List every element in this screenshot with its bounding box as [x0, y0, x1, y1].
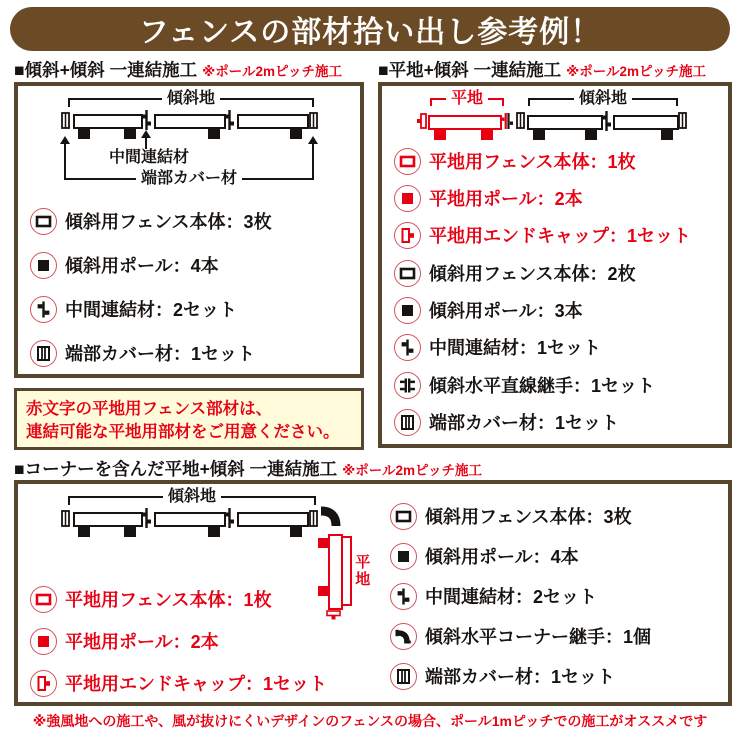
- parts-list-item-label: 傾斜用フェンス本体：2枚: [429, 264, 636, 284]
- arrow-up-icon: [141, 130, 151, 138]
- straight-joint-icon: [501, 112, 513, 130]
- bracket-tick: [314, 496, 316, 505]
- title-banner: [10, 7, 730, 51]
- mid-joint-icon: [390, 583, 417, 610]
- end-cover-icon: [309, 510, 318, 527]
- parts-list-item-label: 端部カバー材：1セット: [429, 413, 620, 433]
- straight-joint-icon: [394, 372, 421, 399]
- parts-list-item-label: 端部カバー材：1セット: [425, 667, 616, 687]
- slope-area-label: 傾斜地: [163, 488, 221, 506]
- parts-list-item-label: 平地用フェンス本体：1枚: [65, 590, 272, 610]
- parts-list-item-label: 中間連結材：1セット: [429, 338, 602, 358]
- parts-list-item: [394, 295, 583, 325]
- pole-flat: [481, 130, 493, 140]
- parts-list-item: [394, 370, 655, 400]
- end-cap-icon: [417, 113, 427, 129]
- parts-list-item: [30, 294, 237, 324]
- fence-panel-icon: [30, 208, 57, 235]
- parts-list-item-label: 端部カバー材：1セット: [65, 344, 256, 364]
- parts-list-item: [394, 258, 636, 288]
- end-cover-icon: [309, 112, 318, 129]
- fence-panel-flat-vertical: [328, 534, 343, 610]
- end-cap-icon: [30, 670, 57, 697]
- slope-area-label: 傾斜地: [574, 90, 632, 108]
- parts-list-item-label: 傾斜水平直線継手：1セット: [429, 376, 656, 396]
- fence-panel-icon: [394, 260, 421, 287]
- parts-list-item: [390, 581, 597, 611]
- pole: [124, 129, 136, 139]
- bracket-tick: [343, 536, 351, 538]
- bracket-tick: [502, 98, 504, 106]
- callout-line: [145, 138, 147, 149]
- parts-list-item-label: 平地用ポール：2本: [429, 189, 583, 209]
- parts-list-item-label: 平地用ポール：2本: [65, 632, 219, 652]
- fence-panel: [154, 512, 226, 527]
- page-title: フェンスの部材拾い出し参考例！: [138, 16, 602, 49]
- bracket-tick: [68, 98, 70, 107]
- mid-joint-icon: [225, 508, 234, 528]
- parts-list-item: [394, 332, 601, 362]
- pole: [78, 527, 90, 537]
- section-heading-corner: [14, 456, 482, 481]
- end-cover-icon: [390, 663, 417, 690]
- parts-list-item-label: 傾斜用ポール：4本: [425, 547, 579, 567]
- pole-flat: [434, 130, 446, 140]
- mid-joint-icon: [225, 110, 234, 130]
- slope-area-label: 傾斜地: [162, 90, 220, 108]
- mid-joint-icon: [394, 334, 421, 361]
- parts-list-item: [30, 338, 255, 368]
- parts-list-item: [390, 501, 632, 531]
- fence-panel: [237, 512, 309, 527]
- parts-list-item: [30, 584, 272, 614]
- pole: [124, 527, 136, 537]
- pitch-note: ※ポール2mピッチ施工: [566, 64, 706, 79]
- parts-list-item-label: 中間連結材：2セット: [425, 587, 598, 607]
- parts-list-item: [390, 621, 651, 651]
- pole: [533, 130, 545, 140]
- parts-list-item-label: 平地用フェンス本体：1枚: [429, 152, 636, 172]
- pole-icon: [30, 252, 57, 279]
- pole: [290, 129, 302, 139]
- note-line-2: 連結可能な平地用部材をご用意ください。: [26, 423, 340, 442]
- corner-panel: [14, 480, 732, 706]
- bracket-tick: [676, 98, 678, 106]
- flat-slope-panel: [378, 82, 732, 448]
- fence-panel-icon: [394, 148, 421, 175]
- corner-joint-icon: [320, 504, 342, 526]
- fence-panel: [154, 114, 226, 129]
- fence-panel: [73, 512, 143, 527]
- parts-list-item: [30, 206, 272, 236]
- parts-list-item: [30, 250, 219, 280]
- pole-icon: [390, 543, 417, 570]
- pole: [208, 527, 220, 537]
- bracket-tick: [64, 144, 66, 180]
- fence-panel: [527, 115, 603, 130]
- arrow-up-icon: [308, 136, 318, 144]
- parts-list-item-label: 傾斜水平コーナー継手：1個: [425, 627, 652, 647]
- parts-list-item-label: 傾斜用フェンス本体：3枚: [65, 212, 272, 232]
- mid-joint-icon: [142, 508, 151, 528]
- fence-panel: [73, 114, 143, 129]
- mid-joint-label: 中間連結材: [104, 149, 194, 167]
- pole-icon: [394, 185, 421, 212]
- corner-joint-icon: [390, 623, 417, 650]
- bracket-tick: [312, 98, 314, 107]
- fence-panel-flat: [428, 115, 502, 130]
- section-title: ■コーナーを含んだ平地+傾斜 一連結施工: [14, 459, 338, 479]
- pitch-note: ※ポール2mピッチ施工: [342, 463, 482, 478]
- pole: [585, 130, 597, 140]
- section-heading-slope-slope: [14, 57, 342, 82]
- parts-list-item: [30, 626, 219, 656]
- pole-icon: [394, 297, 421, 324]
- footer-note: ※強風地への施工や、風が抜けにくいデザインのフェンスの場合、ポール1mピッチでの施工がオススメです: [32, 713, 708, 729]
- pole: [290, 527, 302, 537]
- parts-list-item-label: 傾斜用ポール：4本: [65, 256, 219, 276]
- pitch-note: ※ポール2mピッチ施工: [202, 64, 342, 79]
- pole: [78, 129, 90, 139]
- bracket-tick: [430, 98, 432, 106]
- mid-joint-icon: [30, 296, 57, 323]
- parts-list-item: [394, 407, 619, 437]
- section-title: ■平地+傾斜 一連結施工: [378, 60, 562, 80]
- end-cover-label: 端部カバー材: [136, 170, 242, 188]
- arrow-up-icon: [60, 136, 70, 144]
- pole-flat: [318, 538, 329, 548]
- note-line-1: 赤文字の平地用フェンス部材は、: [26, 400, 273, 418]
- parts-list-item: [390, 661, 615, 691]
- end-cover-icon: [61, 510, 70, 527]
- mid-joint-icon: [602, 111, 611, 131]
- end-cap-icon: [326, 610, 342, 620]
- bracket-tick: [343, 604, 351, 606]
- fence-panel: [237, 114, 309, 129]
- fence-panel-icon: [30, 586, 57, 613]
- end-cap-icon: [394, 222, 421, 249]
- end-cover-icon: [394, 409, 421, 436]
- section-title: ■傾斜+傾斜 一連結施工: [14, 60, 198, 80]
- mid-joint-icon: [142, 110, 151, 130]
- bracket-tick: [528, 98, 530, 106]
- parts-list-item: [394, 183, 583, 213]
- fence-panel-icon: [390, 503, 417, 530]
- parts-list-item-label: 平地用エンドキャップ：1セット: [65, 674, 328, 694]
- pole: [208, 129, 220, 139]
- fence-panel: [613, 115, 679, 130]
- end-cover-icon: [516, 112, 525, 129]
- section-heading-flat-slope: [378, 57, 706, 82]
- end-cover-icon: [30, 340, 57, 367]
- end-cover-icon: [678, 112, 687, 129]
- parts-list-item-label: 傾斜用フェンス本体：3枚: [425, 507, 632, 527]
- flat-area-label: 平地: [446, 90, 488, 108]
- bracket-tick: [68, 496, 70, 505]
- parts-list-item-label: 傾斜用ポール：3本: [429, 301, 583, 321]
- red-parts-note: [14, 388, 364, 450]
- slope-slope-panel: [14, 82, 364, 378]
- parts-list-item: [394, 220, 691, 250]
- pole-icon: [30, 628, 57, 655]
- parts-list-item: [390, 541, 579, 571]
- flat-area-label: 平地: [353, 550, 370, 592]
- pole: [661, 130, 673, 140]
- end-cover-icon: [61, 112, 70, 129]
- parts-list-item-label: 平地用エンドキャップ：1セット: [429, 226, 692, 246]
- parts-list-item: [394, 146, 636, 176]
- pole-flat: [318, 586, 329, 596]
- parts-list-item-label: 中間連結材：2セット: [65, 300, 238, 320]
- bracket-tick: [312, 144, 314, 180]
- parts-list-item: [30, 668, 327, 698]
